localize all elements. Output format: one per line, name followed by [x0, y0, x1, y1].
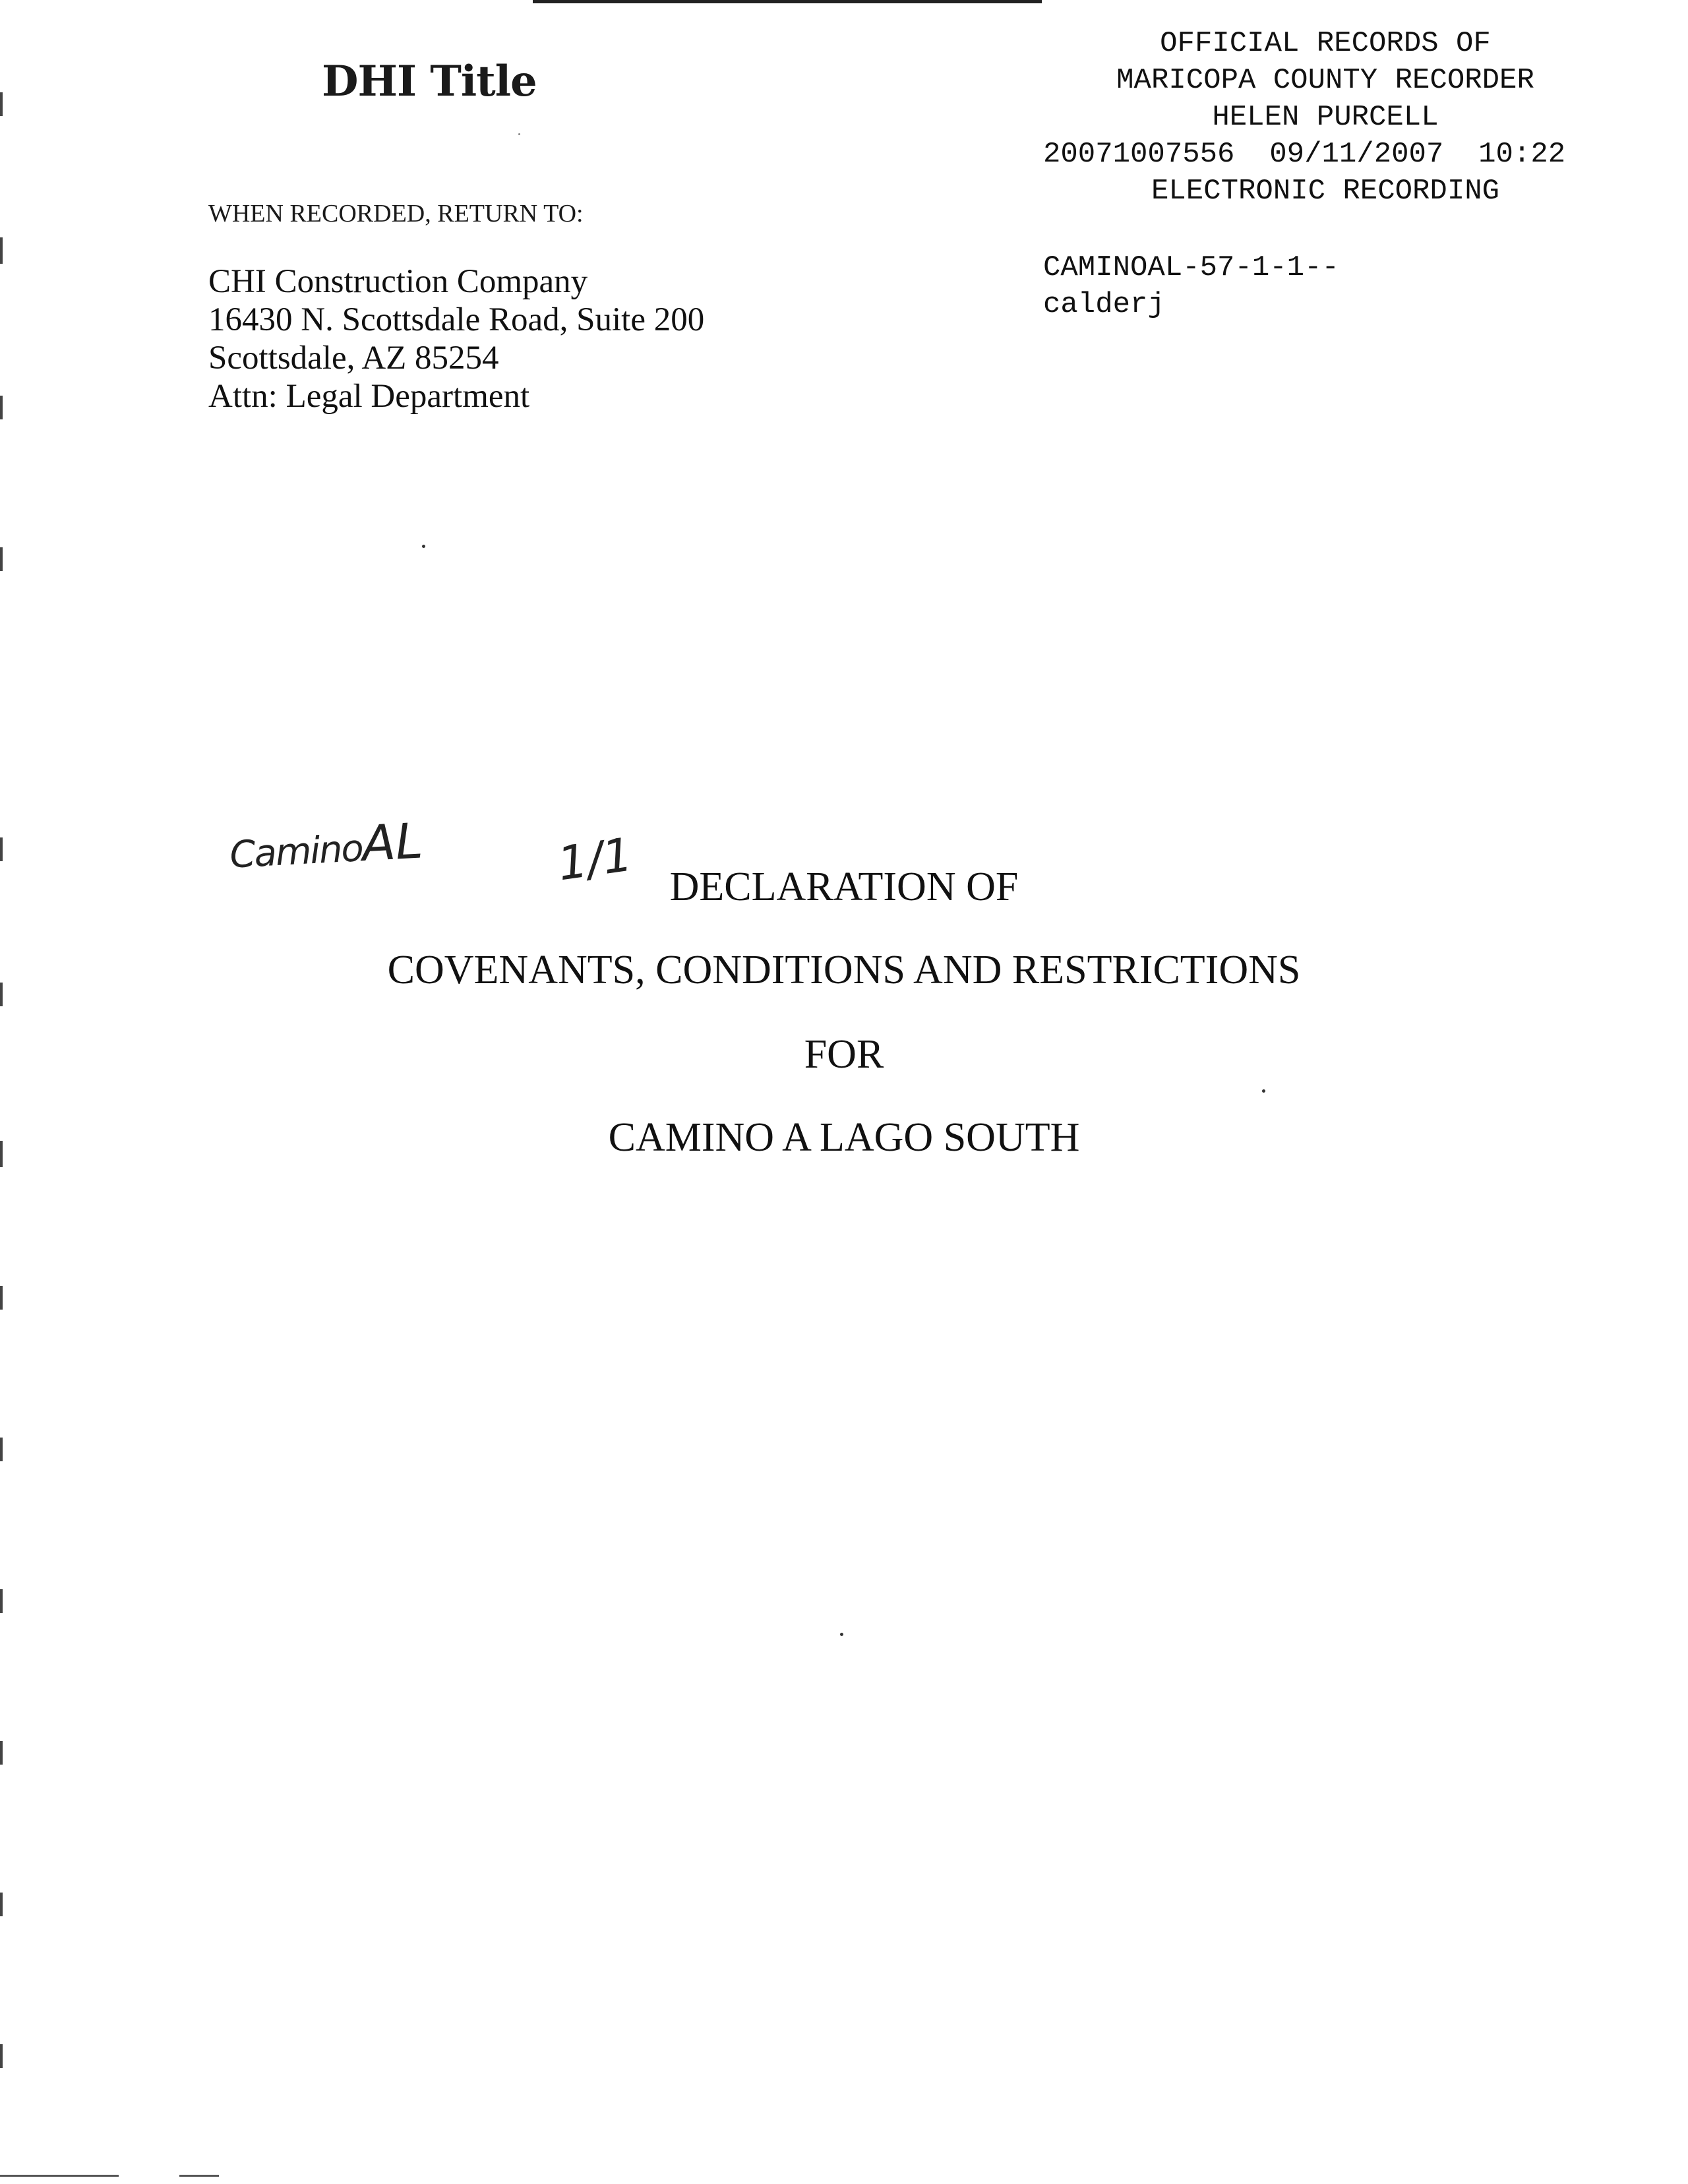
handwritten-note-suffix: AL — [360, 812, 425, 873]
document-title-line: COVENANTS, CONDITIONS AND RESTRICTIONS — [387, 948, 1301, 992]
address-line: Scottsdale, AZ 85254 — [208, 340, 499, 377]
brand-logo: DHI Title — [322, 57, 537, 106]
reference-block — [1043, 249, 1339, 323]
edge-mark — [0, 92, 3, 116]
edge-mark — [0, 2044, 3, 2068]
edge-mark — [0, 1893, 3, 1916]
recording-date: 09/11/2007 — [1269, 138, 1444, 171]
edge-mark — [0, 1286, 3, 1310]
reference-user: calderj — [1043, 288, 1165, 321]
recording-time: 10:22 — [1478, 138, 1566, 171]
recorder-line: ELECTRONIC RECORDING — [1151, 175, 1500, 208]
edge-mark — [0, 1741, 3, 1765]
scan-bottom-mark — [0, 2175, 119, 2177]
recorder-stamp — [1029, 25, 1622, 210]
scan-left-edge — [0, 0, 3, 2184]
scan-speck — [518, 133, 520, 135]
edge-mark — [0, 396, 3, 419]
edge-mark — [0, 547, 3, 571]
handwritten-note-prefix: Camino — [228, 827, 364, 877]
return-address — [208, 262, 704, 415]
scan-bottom-mark — [179, 2175, 219, 2177]
document-title-line: DECLARATION OF — [669, 864, 1019, 909]
address-line: 16430 N. Scottsdale Road, Suite 200 — [208, 301, 705, 338]
scan-speck — [840, 1633, 843, 1636]
reference-code: CAMINOAL-57-1-1-- — [1043, 251, 1339, 284]
address-line: Attn: Legal Department — [208, 378, 530, 415]
address-line: CHI Construction Company — [208, 263, 588, 300]
edge-mark — [0, 237, 3, 264]
document-title-line: CAMINO A LAGO SOUTH — [608, 1115, 1080, 1160]
document-number: 20071007556 — [1043, 138, 1235, 171]
edge-mark — [0, 1589, 3, 1613]
return-to-label: WHEN RECORDED, RETURN TO: — [208, 200, 584, 228]
recorder-line: MARICOPA COUNTY RECORDER — [1116, 64, 1534, 97]
scan-top-rule — [533, 0, 1042, 3]
edge-mark — [0, 837, 3, 861]
recorder-name: HELEN PURCELL — [1212, 101, 1439, 134]
scan-speck — [422, 545, 425, 548]
recording-info — [1043, 136, 1622, 173]
document-title-line: FOR — [804, 1032, 884, 1077]
handwritten-mark: 1/1 — [554, 827, 636, 892]
recorder-line: OFFICIAL RECORDS OF — [1160, 27, 1491, 60]
scan-speck — [1262, 1089, 1265, 1093]
edge-mark — [0, 1438, 3, 1461]
